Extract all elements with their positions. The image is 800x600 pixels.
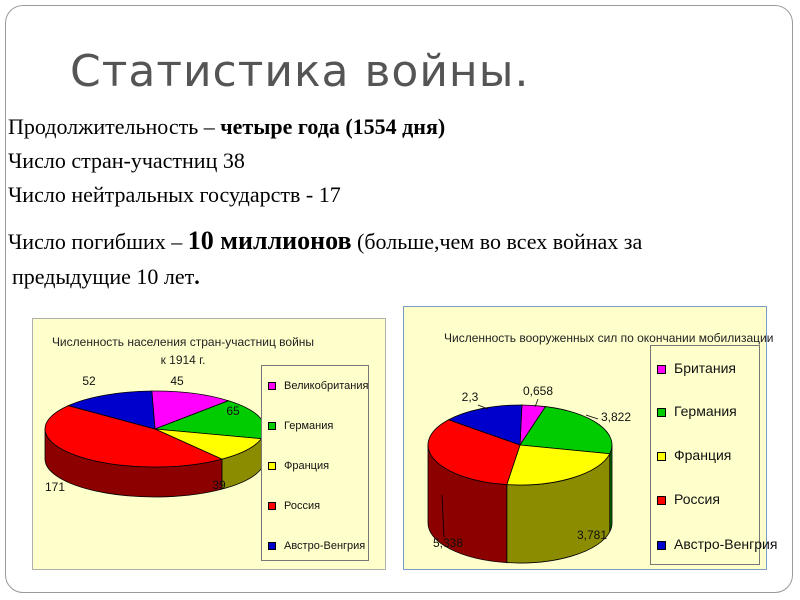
legend-label-russia: Россия bbox=[284, 500, 321, 512]
legend-swatch-britain bbox=[268, 382, 276, 390]
deaths-note-2: предыдущие 10 лет bbox=[12, 264, 195, 289]
deaths-note: (больше,чем во всех войнах за bbox=[351, 229, 643, 254]
pie2-label-4: 2,3 bbox=[461, 390, 479, 404]
legend-item-russia-2 bbox=[657, 491, 720, 507]
legend-label-germany: Германия bbox=[284, 420, 334, 432]
legend-swatch-austria bbox=[268, 542, 276, 550]
legend-item-britain bbox=[268, 380, 368, 392]
legend-swatch-britain-2 bbox=[657, 365, 666, 374]
pie1-label-4: 52 bbox=[82, 374, 96, 388]
army-legend bbox=[650, 345, 778, 565]
duration-value: четыре года (1554 дня) bbox=[220, 114, 446, 139]
legend-swatch-france-2 bbox=[657, 452, 666, 461]
population-chart-title-line2: к 1914 г. bbox=[160, 353, 206, 367]
population-legend bbox=[261, 365, 369, 561]
duration-line bbox=[8, 114, 445, 140]
legend-label-germany-2: Германия bbox=[674, 403, 737, 419]
legend-label-britain: Великобритания bbox=[284, 380, 369, 392]
legend-item-britain-2 bbox=[657, 360, 736, 376]
legend-item-russia bbox=[268, 500, 320, 512]
legend-swatch-austria-2 bbox=[657, 541, 666, 550]
legend-item-austria bbox=[268, 540, 365, 552]
duration-label: Продолжительность – bbox=[8, 114, 221, 139]
pie1-label-1: 65 bbox=[226, 404, 240, 418]
pie2-label-3: 5,338 bbox=[432, 536, 464, 550]
legend-item-germany-2 bbox=[657, 403, 737, 419]
pie1-label-3: 171 bbox=[44, 480, 66, 494]
legend-label-austria: Австро-Венгрия bbox=[284, 540, 366, 552]
deaths-note-end: . bbox=[194, 264, 200, 289]
population-chart-title-line1: Численность населения стран-участниц войны bbox=[51, 335, 315, 349]
legend-label-france: Франция bbox=[284, 460, 330, 472]
pie1-label-2: 39 bbox=[212, 478, 226, 492]
legend-item-france-2 bbox=[657, 447, 731, 463]
legend-item-germany bbox=[268, 420, 333, 432]
pie2-label-1: 3,822 bbox=[600, 410, 632, 424]
legend-swatch-germany bbox=[268, 422, 276, 430]
pie1-label-0: 45 bbox=[170, 374, 184, 388]
legend-label-britain-2: Британия bbox=[674, 360, 736, 376]
legend-swatch-russia bbox=[268, 502, 276, 510]
neutral-line: Число нейтральных государств - 17 bbox=[8, 182, 341, 207]
population-chart bbox=[32, 318, 386, 570]
deaths-label: Число погибших – bbox=[8, 229, 188, 254]
deaths-value: 10 миллионов bbox=[187, 226, 352, 255]
legend-item-france bbox=[268, 460, 329, 472]
pie2-label-2: 3,781 bbox=[576, 528, 608, 542]
legend-label-austria-2: Австро-Венгрия bbox=[674, 536, 778, 552]
countries-line: Число стран-участниц 38 bbox=[8, 148, 245, 173]
legend-label-russia-2: Россия bbox=[674, 491, 720, 507]
deaths-line-2 bbox=[12, 264, 200, 290]
pie2-label-0: 0,658 bbox=[522, 384, 554, 398]
legend-swatch-russia-2 bbox=[657, 496, 666, 505]
legend-swatch-france bbox=[268, 462, 276, 470]
legend-swatch-germany-2 bbox=[657, 408, 666, 417]
page-title: Статистика войны. bbox=[70, 46, 530, 97]
legend-item-austria-2 bbox=[657, 536, 777, 552]
army-chart bbox=[403, 306, 778, 570]
army-chart-title: Численность вооруженных сил по окончании мобилизации bbox=[444, 331, 774, 345]
legend-label-france-2: Франция bbox=[674, 447, 732, 463]
deaths-line bbox=[8, 226, 642, 256]
